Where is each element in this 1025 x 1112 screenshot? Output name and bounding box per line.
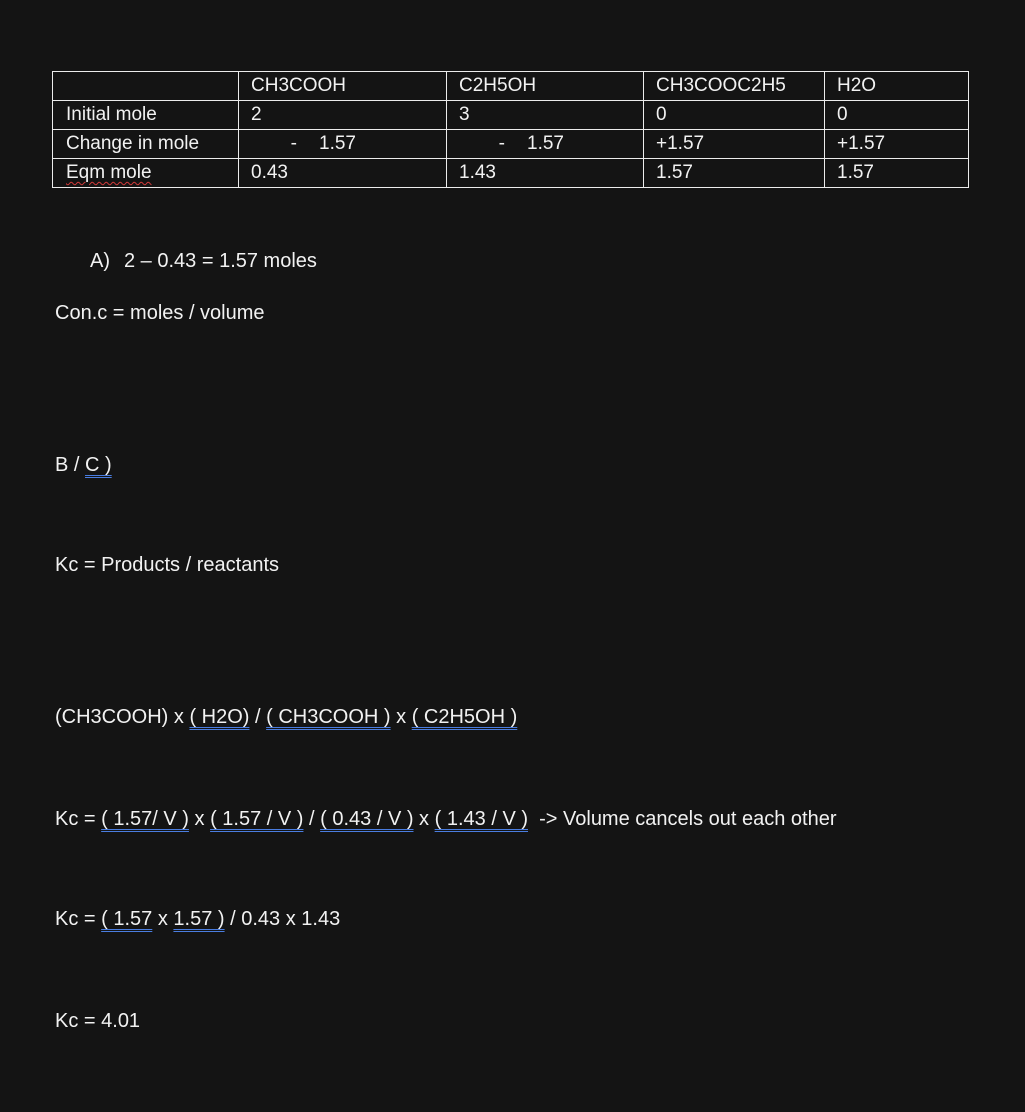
table-cell: 1.43: [447, 159, 644, 188]
table-header-row: [53, 72, 969, 101]
expr-term: (CH3COOH) x: [55, 706, 190, 728]
expr-operator: /: [249, 706, 267, 728]
row-label: [53, 159, 239, 188]
row-label: Initial mole: [53, 101, 239, 130]
sub-operator: x: [188, 808, 211, 830]
table-header-cell: CH3COOC2H5: [644, 72, 825, 101]
table-cell: 2: [239, 101, 447, 130]
calc-term: ( 1.57: [101, 908, 153, 930]
expr-term: ( CH3COOH ): [266, 706, 391, 728]
table-row: [53, 130, 969, 159]
minus-sign: -: [498, 133, 505, 154]
sub-term: ( 0.43 / V ): [320, 808, 414, 830]
minus-sign: -: [290, 133, 297, 154]
cell-value: 1.57: [527, 133, 564, 154]
table-cell: 1.57: [644, 159, 825, 188]
part-a-marker: A): [90, 250, 110, 272]
table-row: [53, 159, 969, 188]
part-bc-prefix: B /: [55, 454, 86, 476]
sub-operator: /: [303, 808, 321, 830]
sub-lead: Kc =: [55, 808, 102, 830]
sub-term: ( 1.43 / V ): [434, 808, 528, 830]
sub-term: ( 1.57 / V ): [210, 808, 304, 830]
part-a-text: 2 – 0.43 = 1.57 moles: [124, 250, 317, 272]
expr-operator: x: [390, 706, 412, 728]
table-header-cell: C2H5OH: [447, 72, 644, 101]
sub-operator: x: [413, 808, 435, 830]
sub-term: ( 1.57/ V ): [101, 808, 189, 830]
table-cell: 0: [644, 101, 825, 130]
kc-calculation: [55, 907, 340, 931]
expr-term: ( H2O): [189, 706, 250, 728]
table-header-cell: [53, 72, 239, 101]
table-header-cell: H2O: [825, 72, 969, 101]
table-cell: [239, 130, 447, 159]
part-bc-line: [55, 453, 112, 477]
table-cell: +1.57: [644, 130, 825, 159]
calc-term: 1.57 ): [173, 908, 225, 930]
table-cell: 0: [825, 101, 969, 130]
calc-rest: / 0.43 x 1.43: [224, 908, 341, 930]
kc-result: Kc = 4.01: [55, 1010, 141, 1032]
part-a-line: [90, 249, 317, 273]
ice-table: [52, 71, 969, 188]
row-label: Change in mole: [53, 130, 239, 159]
table-cell: +1.57: [825, 130, 969, 159]
table-cell: 1.57: [825, 159, 969, 188]
expr-term: ( C2H5OH ): [411, 706, 518, 728]
sub-note: -> Volume cancels out each other: [528, 808, 837, 830]
kc-substitution: [55, 807, 837, 831]
cell-value: 1.57: [319, 133, 356, 154]
kc-expression: [55, 705, 517, 729]
concentration-formula: Con.c = moles / volume: [55, 302, 265, 324]
calc-lead: Kc =: [55, 908, 102, 930]
part-bc-marker: C ): [85, 454, 112, 476]
table-cell: [447, 130, 644, 159]
table-cell: 0.43: [239, 159, 447, 188]
table-header-cell: CH3COOH: [239, 72, 447, 101]
kc-definition: Kc = Products / reactants: [55, 554, 279, 576]
calc-operator: x: [152, 908, 174, 930]
table-cell: 3: [447, 101, 644, 130]
row-label-text: Eqm mole: [66, 162, 152, 183]
table-row: [53, 101, 969, 130]
